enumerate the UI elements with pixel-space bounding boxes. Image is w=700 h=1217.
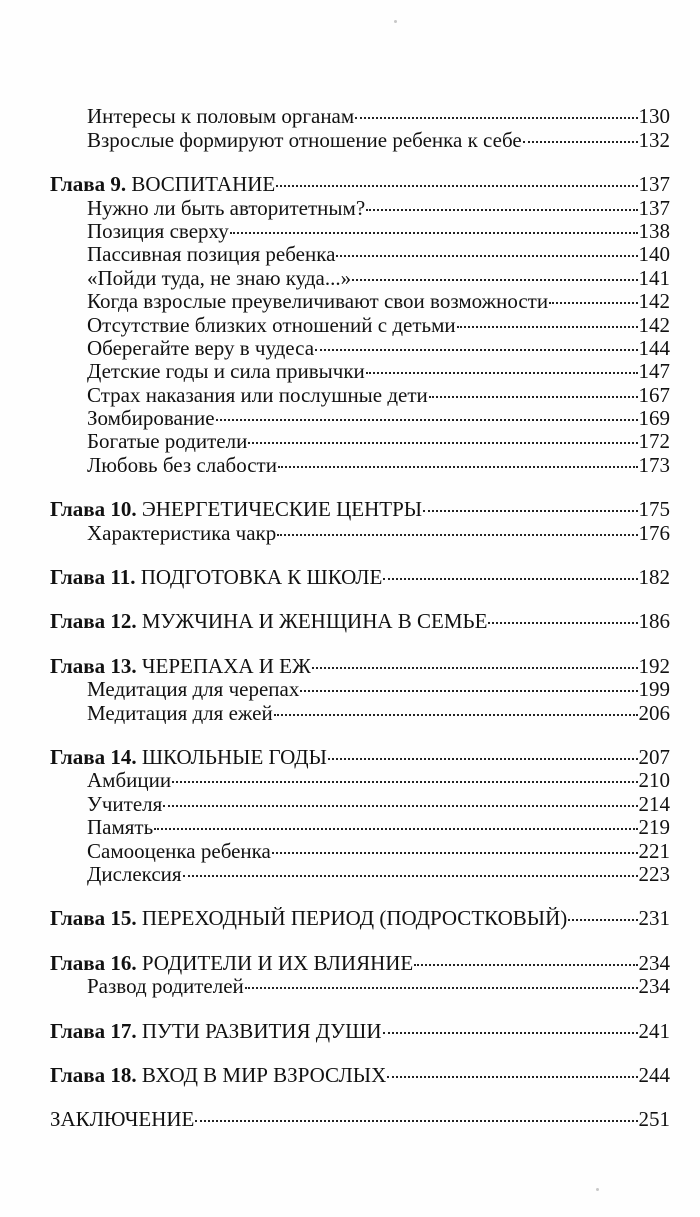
- entry-title-text: Память: [87, 815, 154, 840]
- toc-entry-title: [87, 337, 314, 360]
- entry-title-text: ЧЕРЕПАХА И ЕЖ: [141, 653, 311, 678]
- page-number: 132: [638, 127, 670, 152]
- toc-entry-title: [87, 129, 522, 152]
- toc-entry-title: Глава 17. ПУТИ РАЗВИТИЯ ДУШИ: [50, 1018, 382, 1043]
- dot-leader: [276, 168, 637, 191]
- page-number: 137: [638, 195, 670, 220]
- dot-leader: [312, 649, 638, 672]
- page-number: 221: [638, 838, 670, 863]
- entry-title-text: ШКОЛЬНЫЕ ГОДЫ: [141, 744, 327, 769]
- entry-title-text: Пассивная позиция ребенка: [87, 242, 336, 267]
- dot-leader: [366, 191, 637, 214]
- entry-title-text: ВХОД В МИР ВЗРОСЛЫХ: [141, 1062, 387, 1087]
- page-number: 175: [638, 497, 670, 522]
- entry-title-text: Отсутствие близких отношений с детьми: [87, 312, 456, 337]
- toc-subsection-entry: [50, 238, 670, 267]
- toc-entry-title: Глава 12. МУЖЧИНА И ЖЕНЩИНА В СЕМЬЕ: [50, 609, 488, 634]
- dot-leader: [183, 858, 638, 881]
- dot-leader: [387, 1059, 637, 1082]
- toc-entry-title: [87, 975, 244, 998]
- table-of-contents: [50, 100, 670, 1132]
- dot-leader: [414, 946, 637, 969]
- toc-chapter-entry: [50, 902, 670, 931]
- page-number: 251: [638, 1107, 670, 1132]
- toc-entry-title: [87, 267, 351, 290]
- entry-title-text: Когда взрослые преувеличивают свои возможности: [87, 289, 549, 314]
- entry-title-text: РОДИТЕЛИ И ИХ ВЛИЯНИЕ: [141, 950, 414, 975]
- toc-chapter-entry: [50, 1103, 670, 1132]
- toc-entry-title: Глава 9. ВОСПИТАНИЕ: [50, 172, 276, 197]
- page-number: 142: [638, 312, 670, 337]
- entry-title-text: ЭНЕРГЕТИЧЕСКИЕ ЦЕНТРЫ: [141, 497, 423, 522]
- toc-chapter-entry: [50, 561, 670, 590]
- entry-title-text: «Пойди туда, не знаю куда...»: [87, 265, 352, 290]
- entry-title-text: Дислексия: [87, 861, 182, 886]
- chapter-label: Глава 13: [50, 653, 132, 678]
- dot-leader: [300, 673, 637, 696]
- page-number: 234: [638, 974, 670, 999]
- entry-title-text: Медитация для ежей: [87, 700, 273, 725]
- entry-title-text: ПОДГОТОВКА К ШКОЛЕ: [140, 565, 383, 590]
- dot-leader: [278, 448, 638, 471]
- toc-subsection-entry: [50, 834, 670, 863]
- entry-title-text: Богатые родители: [87, 429, 248, 454]
- dot-leader: [488, 605, 637, 628]
- dot-leader: [328, 741, 638, 764]
- page-number: 214: [638, 791, 670, 816]
- dot-leader: [248, 425, 637, 448]
- dot-leader: [423, 493, 637, 516]
- dot-leader: [336, 238, 637, 261]
- chapter-label: Глава 17: [50, 1018, 132, 1043]
- chapter-label: Глава 11: [50, 565, 131, 590]
- page-number: 231: [638, 906, 670, 931]
- entry-title-text: МУЖЧИНА И ЖЕНЩИНА В СЕМЬЕ: [141, 609, 488, 634]
- entry-title-text: Развод родителей: [87, 974, 244, 999]
- dot-leader: [523, 123, 638, 146]
- toc-subsection-entry: [50, 970, 670, 999]
- toc-entry-title: Глава 10. ЭНЕРГЕТИЧЕСКИЕ ЦЕНТРЫ: [50, 497, 423, 522]
- dot-leader: [383, 561, 637, 584]
- page-number: 234: [638, 950, 670, 975]
- toc-subsection-entry: [50, 285, 670, 314]
- dot-leader: [383, 1014, 638, 1037]
- toc-subsection-entry: [50, 448, 670, 477]
- dot-leader: [216, 402, 638, 425]
- toc-entry-title: [87, 678, 299, 701]
- toc-chapter-entry: [50, 493, 670, 522]
- dot-leader: [568, 902, 637, 925]
- toc-subsection-entry: [50, 858, 670, 886]
- chapter-label: Глава 16: [50, 950, 132, 975]
- toc-entry-title: [87, 816, 153, 839]
- scan-speck: [596, 1188, 599, 1191]
- entry-title-text: ПЕРЕХОДНЫЙ ПЕРИОД (ПОДРОСТКОВЫЙ): [141, 906, 568, 931]
- page-number: 140: [638, 242, 670, 267]
- page-number: 167: [638, 382, 670, 407]
- dot-leader: [154, 811, 637, 834]
- entry-title-text: Интересы к половым органам: [87, 104, 355, 129]
- toc-entry-title: Глава 13. ЧЕРЕПАХА И ЕЖ: [50, 653, 311, 678]
- toc-chapter-entry: [50, 168, 670, 197]
- toc-entry-title: [87, 769, 171, 792]
- chapter-label: Глава 14: [50, 744, 132, 769]
- chapter-label: Глава 18: [50, 1062, 132, 1087]
- dot-leader: [366, 355, 638, 378]
- dot-leader: [355, 100, 637, 123]
- page-number: 144: [638, 335, 670, 360]
- page-number: 173: [638, 452, 670, 477]
- toc-subsection-entry: [50, 215, 670, 243]
- toc-entry-title: [87, 522, 276, 545]
- entry-title-text: Зомбирование: [87, 406, 215, 431]
- toc-subsection-entry: [50, 123, 670, 152]
- entry-title-text: Детские годы и сила привычки: [87, 359, 365, 384]
- page-number: 244: [638, 1062, 670, 1087]
- entry-title-text: Любовь без слабости: [87, 452, 277, 477]
- toc-subsection-entry: [50, 355, 670, 384]
- entry-title-text: ЗАКЛЮЧЕНИЕ: [50, 1107, 195, 1132]
- dot-leader: [245, 970, 638, 993]
- toc-subsection-entry: [50, 425, 670, 454]
- page-number: 141: [638, 265, 670, 290]
- dot-leader: [352, 261, 637, 284]
- entry-title-text: Оберегайте веру в чудеса: [87, 335, 315, 360]
- scan-speck: [394, 20, 397, 23]
- toc-subsection-entry: [50, 764, 670, 793]
- dot-leader: [272, 834, 638, 857]
- page-number: 206: [638, 700, 670, 725]
- toc-subsection-entry: [50, 673, 670, 702]
- page-number: 147: [638, 359, 670, 384]
- toc-chapter-entry: [50, 649, 670, 678]
- toc-entry-title: [87, 454, 277, 477]
- toc-subsection-entry: [50, 516, 670, 545]
- toc-chapter-entry: [50, 741, 670, 769]
- chapter-label: Глава 10: [50, 497, 132, 522]
- page-number: 169: [638, 406, 670, 431]
- page-number: 142: [638, 289, 670, 314]
- toc-entry-title: [87, 360, 365, 383]
- entry-title-text: Страх наказания или послушные дети: [87, 382, 428, 407]
- entry-title-text: Взрослые формируют отношение ребенка к себе: [87, 127, 522, 152]
- page-number: 176: [638, 520, 670, 545]
- toc-subsection-entry: [50, 332, 670, 360]
- toc-chapter-entry: [50, 946, 670, 975]
- toc-entry-title: [87, 105, 354, 128]
- page-number: 192: [638, 653, 670, 678]
- page-number: 186: [638, 609, 670, 634]
- dot-leader: [315, 332, 637, 355]
- page-number: 137: [638, 172, 670, 197]
- chapter-label: Глава 15: [50, 906, 132, 931]
- toc-entry-title: Глава 15. ПЕРЕХОДНЫЙ ПЕРИОД (ПОДРОСТКОВЫЙ): [50, 906, 568, 931]
- chapter-label: Глава 12: [50, 609, 132, 634]
- dot-leader: [172, 764, 637, 787]
- toc-entry-title: [87, 430, 247, 453]
- dot-leader: [230, 215, 638, 238]
- toc-subsection-entry: [50, 261, 670, 290]
- toc-subsection-entry: [50, 696, 670, 725]
- page-number: 207: [638, 744, 670, 769]
- toc-subsection-entry: [50, 191, 670, 220]
- toc-entry-title: [87, 243, 335, 266]
- toc-subsection-entry: [50, 378, 670, 407]
- toc-subsection-entry: [50, 402, 670, 431]
- page-number: 172: [638, 429, 670, 454]
- toc-subsection-entry: [50, 308, 670, 337]
- entry-title-text: Амбиции: [87, 768, 172, 793]
- page-number: 210: [638, 768, 670, 793]
- toc-entry-title: Глава 14. ШКОЛЬНЫЕ ГОДЫ: [50, 744, 327, 769]
- entry-title-text: Позиция сверху: [87, 218, 229, 243]
- entry-title-text: Медитация для черепах: [87, 677, 300, 702]
- dot-leader: [429, 378, 638, 401]
- toc-chapter-entry: [50, 1059, 670, 1087]
- page-number: 182: [638, 565, 670, 590]
- entry-title-text: Нужно ли быть авторитетным?: [87, 195, 366, 220]
- toc-entry-title: [87, 407, 215, 430]
- dot-leader: [274, 696, 638, 719]
- dot-leader: [163, 787, 637, 810]
- toc-entry-title: [87, 863, 182, 886]
- entry-title-text: ВОСПИТАНИЕ: [131, 172, 276, 197]
- toc-entry-title: Глава 11. ПОДГОТОВКА К ШКОЛЕ: [50, 565, 383, 590]
- toc-subsection-entry: [50, 100, 670, 129]
- entry-title-text: Самооценка ребенка: [87, 838, 271, 863]
- page-number: 223: [638, 861, 670, 886]
- entry-title-text: ПУТИ РАЗВИТИЯ ДУШИ: [141, 1018, 382, 1043]
- toc-entry-title: Глава 16. РОДИТЕЛИ И ИХ ВЛИЯНИЕ: [50, 950, 414, 975]
- dot-leader: [457, 308, 638, 331]
- page-number: 199: [638, 677, 670, 702]
- dot-leader: [549, 285, 637, 308]
- dot-leader: [277, 516, 637, 539]
- page-number: 241: [638, 1018, 670, 1043]
- toc-entry-title: [87, 793, 162, 816]
- page-number: 130: [638, 104, 670, 129]
- page-number: 219: [638, 815, 670, 840]
- chapter-label: Глава 9: [50, 172, 121, 197]
- entry-title-text: Характеристика чакр: [87, 520, 277, 545]
- toc-entry-title: [50, 1108, 194, 1131]
- toc-entry-title: Глава 18. ВХОД В МИР ВЗРОСЛЫХ: [50, 1062, 387, 1087]
- toc-chapter-entry: [50, 605, 670, 634]
- page-number: 138: [638, 218, 670, 243]
- dot-leader: [195, 1103, 637, 1126]
- toc-subsection-entry: [50, 811, 670, 840]
- entry-title-text: Учителя: [87, 791, 163, 816]
- toc-entry-title: [87, 220, 229, 243]
- toc-entry-title: [87, 702, 273, 725]
- toc-chapter-entry: [50, 1014, 670, 1043]
- toc-subsection-entry: [50, 787, 670, 816]
